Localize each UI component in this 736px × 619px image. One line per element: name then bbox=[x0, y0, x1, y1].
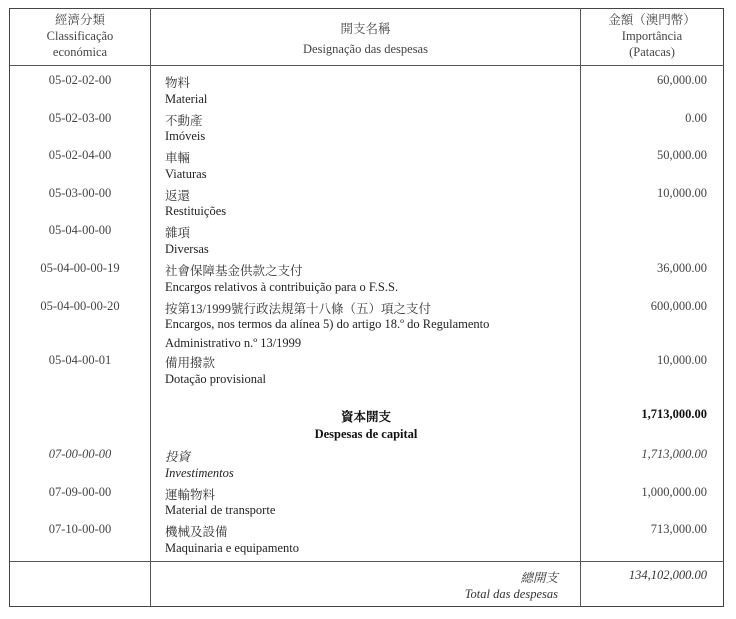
row-name-zh: 備用撥款 bbox=[165, 356, 216, 371]
row-name-zh: 物料 bbox=[165, 76, 191, 90]
row-amount: 0.00 bbox=[685, 110, 707, 125]
row-name-pt: Diversas bbox=[165, 241, 209, 256]
table-row bbox=[0, 352, 736, 390]
row-amount: 36,000.00 bbox=[657, 261, 707, 275]
table-row bbox=[0, 110, 736, 148]
row-code: 05-04-00-00-20 bbox=[40, 298, 120, 313]
table-row bbox=[0, 222, 736, 260]
row-amount: 713,000.00 bbox=[650, 522, 707, 537]
total-amount: 134,102,000.00 bbox=[628, 568, 707, 582]
row-name-pt: Maquinaria e equipamento bbox=[165, 540, 299, 555]
row-code: 07-09-00-00 bbox=[48, 484, 112, 499]
header-classification-pt2: económica bbox=[52, 45, 108, 59]
total-divider bbox=[9, 561, 724, 562]
capital-amount: 1,713,000.00 bbox=[641, 407, 707, 421]
table-row bbox=[0, 147, 736, 185]
row-name-pt: Material bbox=[165, 91, 208, 106]
row-name-zh: 雜項 bbox=[165, 226, 191, 241]
row-amount: 1,713,000.00 bbox=[641, 447, 707, 461]
header-divider bbox=[9, 65, 724, 66]
row-name-pt: Investimentos bbox=[165, 465, 234, 480]
header-designation-zh: 開支名稱 bbox=[340, 22, 391, 36]
row-name-zh: 運輸物料 bbox=[165, 487, 216, 502]
row-code: 05-04-00-01 bbox=[48, 353, 112, 368]
header-designation-pt: Designação das despesas bbox=[303, 42, 428, 56]
row-name-zh: 機械及設備 bbox=[165, 525, 228, 540]
header-amount bbox=[581, 12, 723, 60]
table-row bbox=[0, 185, 736, 223]
row-code: 05-03-00-00 bbox=[48, 185, 112, 200]
row-name-pt: Dotação provisional bbox=[165, 371, 267, 386]
row-code: 05-04-00-00 bbox=[48, 223, 112, 238]
row-code: 07-00-00-00 bbox=[48, 447, 112, 461]
total-label-zh: 總開支 bbox=[520, 571, 558, 585]
table-row bbox=[0, 446, 736, 484]
row-name-zh: 社會保障基金供款之支付 bbox=[165, 264, 303, 278]
header-classification-pt1: Classificação bbox=[46, 29, 114, 43]
header-designation bbox=[151, 21, 580, 57]
header-amount-zh: 金額（澳門幣） bbox=[608, 13, 696, 27]
row-name-pt: Material de transporte bbox=[165, 503, 276, 518]
header-classification bbox=[10, 12, 150, 60]
header-classification-zh: 經濟分類 bbox=[54, 13, 105, 27]
row-name-zh: 按第13/1999號行政法規第十八條（五）項之支付 bbox=[165, 301, 431, 316]
header-amount-pt1: Importância bbox=[621, 29, 683, 43]
row-name-pt: Encargos, nos termos da alínea 5) do artigo 18.º do Regulamento bbox=[165, 317, 490, 332]
table-row bbox=[0, 72, 736, 110]
row-name-pt: Imóveis bbox=[165, 129, 206, 144]
row-amount: 50,000.00 bbox=[657, 148, 707, 163]
row-amount: 10,000.00 bbox=[657, 353, 707, 368]
row-code: 05-02-02-00 bbox=[48, 73, 112, 87]
total-label-pt: Total das despesas bbox=[464, 587, 558, 601]
row-code: 05-04-00-00-19 bbox=[40, 261, 120, 275]
row-name-zh: 不動產 bbox=[165, 113, 203, 128]
row-amount: 1,000,000.00 bbox=[641, 484, 707, 499]
header-amount-pt2: (Patacas) bbox=[629, 45, 675, 59]
row-code: 05-02-04-00 bbox=[48, 148, 112, 163]
row-name-pt: Restituições bbox=[165, 204, 227, 219]
row-name-zh: 投資 bbox=[165, 450, 191, 464]
row-name-pt: Encargos relativos à contribuição para o F.S.S. bbox=[165, 279, 399, 294]
capital-title-zh: 資本開支 bbox=[340, 410, 391, 424]
row-name-pt: Viaturas bbox=[165, 166, 207, 181]
table-row bbox=[0, 298, 736, 350]
table-row bbox=[0, 484, 736, 522]
row-amount: 10,000.00 bbox=[657, 185, 707, 200]
row-name-zh: 返還 bbox=[165, 188, 191, 203]
table-row bbox=[0, 521, 736, 559]
row-amount: 60,000.00 bbox=[657, 73, 707, 87]
capital-title-pt: Despesas de capital bbox=[314, 427, 418, 441]
row-code: 05-02-03-00 bbox=[48, 110, 112, 125]
row-code: 07-10-00-00 bbox=[48, 522, 112, 537]
row-amount: 600,000.00 bbox=[650, 298, 707, 313]
row-name-pt-cont: Administrativo n.º 13/1999 bbox=[165, 335, 302, 350]
row-name-zh: 車輛 bbox=[165, 151, 191, 166]
table-row bbox=[0, 260, 736, 298]
